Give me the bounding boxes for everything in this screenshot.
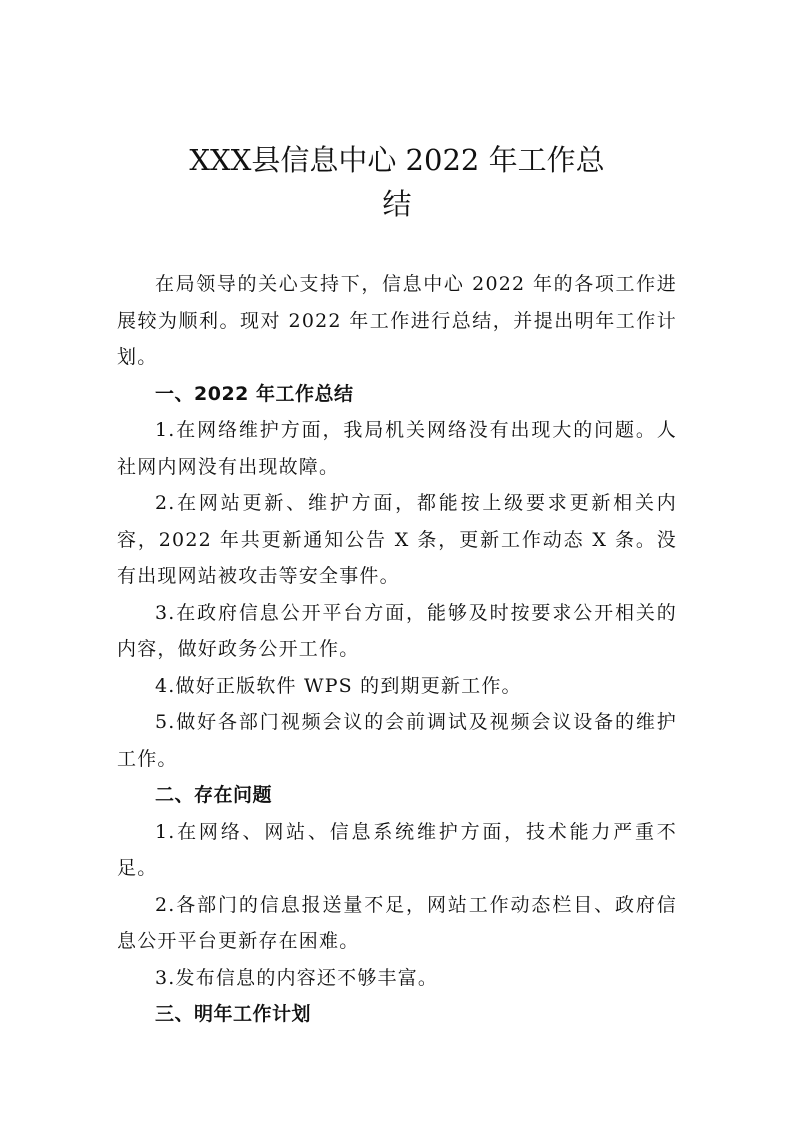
list-item: 3.发布信息的内容还不够丰富。 — [155, 966, 439, 989]
list-item: 4.做好正版软件 WPS 的到期更新工作。 — [155, 674, 522, 697]
title-line-1: XXX县信息中心 2022 年工作总 — [189, 143, 605, 177]
list-item: 1.在网络维护方面，我局机关网络没有出现大的问题。人社网内网没有出现故障。 — [117, 419, 677, 478]
intro-paragraph: 在局领导的关心支持下，信息中心 2022 年的各项工作进展较为顺利。现对 2022 年工作进行总结，并提出明年工作计划。 — [117, 273, 677, 368]
list-item: 5.做好各部门视频会议的会前调试及视频会议设备的维护工作。 — [117, 711, 677, 770]
section-heading-problems: 二、存在问题 — [155, 784, 273, 806]
list-item: 1.在网络、网站、信息系统维护方面，技术能力严重不足。 — [117, 820, 677, 879]
section-heading-plan: 三、明年工作计划 — [155, 1003, 312, 1025]
title-line-2: 结 — [382, 187, 412, 221]
section-heading-summary: 一、2022 年工作总结 — [155, 382, 354, 405]
list-item: 2.各部门的信息报送量不足，网站工作动态栏目、政府信息公开平台更新存在困难。 — [117, 893, 677, 952]
document-body — [117, 266, 677, 1033]
list-item: 3.在政府信息公开平台方面，能够及时按要求公开相关的内容，做好政务公开工作。 — [117, 601, 677, 660]
list-item: 2.在网站更新、维护方面，都能按上级要求更新相关内容，2022 年共更新通知公告 X 条，更新工作动态 X 条。没有出现网站被攻击等安全事件。 — [117, 492, 677, 587]
document-title — [0, 138, 794, 226]
